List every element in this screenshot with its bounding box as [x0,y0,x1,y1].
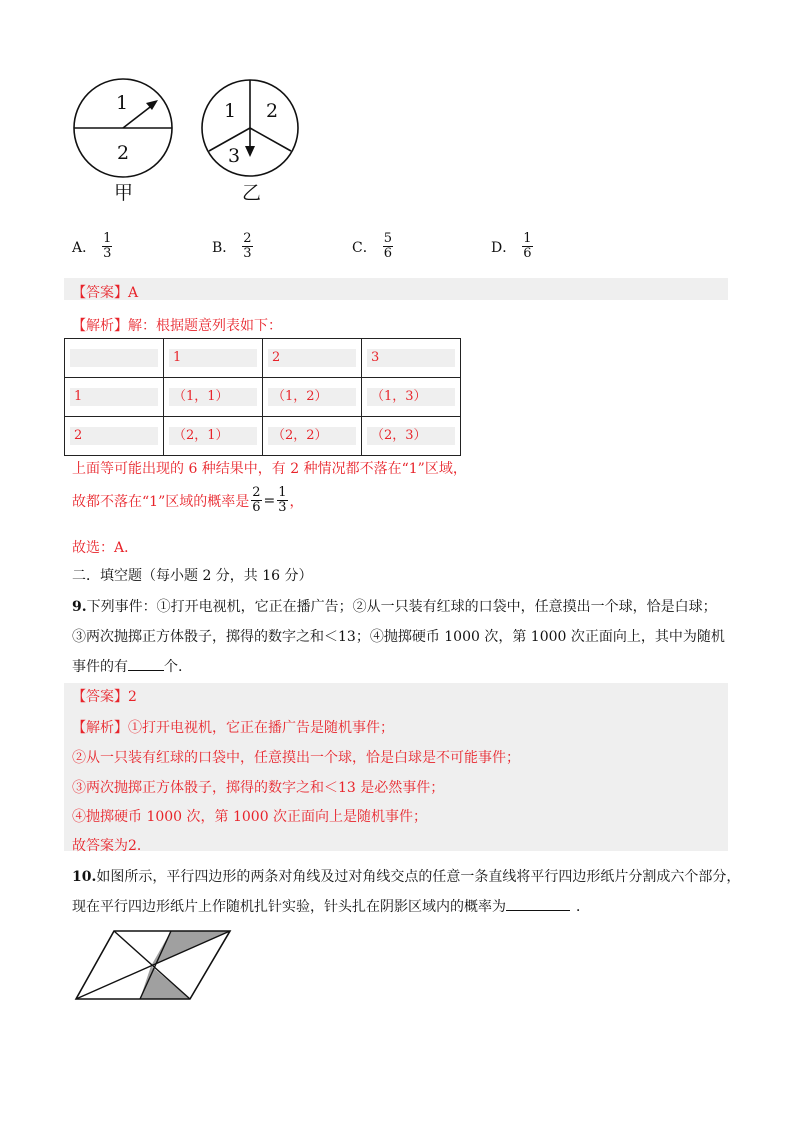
option-a-fraction [102,232,112,261]
option-b [212,232,253,261]
q9-line1 [72,596,717,616]
option-d-letter: D． [491,239,517,256]
q9-analysis-2: ②从一只装有红球的口袋中，任意摸出一个球，恰是白球是不可能事件； [72,750,520,766]
table-cell [263,339,362,378]
q9-analysis-1: 【解析】①打开电视机，它正在播广告是随机事件； [72,720,394,736]
q8-analysis [72,315,282,335]
table-cell-text: （1，2） [268,388,356,406]
q8-answer-band [64,278,728,300]
table-cell [362,339,461,378]
spinner-b-label: 乙 [242,182,262,204]
q9-number: 9. [72,599,87,615]
option-c-den: 6 [383,246,392,261]
q9-line2: ③两次抛掷正方体骰子，掷得的数字之和＜13；④抛掷硬币 1000 次，第 1000 次正面向上，其中为随机 [72,629,725,645]
spinner-a-section-2: 2 [117,142,130,164]
q10-line2 [72,896,590,916]
table-cell [164,339,263,378]
q9-line1-text: 下列事件：①打开电视机，它正在播广告；②从一只装有红球的口袋中，任意摸出一个球，恰是白球； [86,599,717,615]
table-cell [362,417,461,456]
table-cell [362,378,461,417]
table-cell-text: （2，2） [268,427,356,445]
table-row [65,417,461,456]
table-cell-text: 1 [169,349,257,367]
option-b-letter: B． [212,239,237,256]
option-d [491,232,533,261]
option-a-num: 1 [103,231,112,246]
q8-explanation-line1: 上面等可能出现的 6 种结果中，有 2 种情况都不落在“1”区域， [72,461,467,477]
spinner-a-section-1: 1 [116,92,129,114]
spinner-b-section-1: 1 [224,100,237,122]
option-a [72,232,112,261]
spinner-a-label: 甲 [114,182,134,204]
table-cell [263,378,362,417]
table-row [65,339,461,378]
table-cell-text [70,349,158,367]
outcome-table [64,338,461,456]
table-cell-text: （1，3） [367,388,455,406]
table-cell-text: 2 [70,427,158,445]
table-cell [164,417,263,456]
q8-equals: = [263,492,276,509]
q8-fraction-2 [277,486,287,515]
q8-f1-num: 2 [252,485,261,500]
option-d-num: 1 [523,231,532,246]
option-d-fraction [522,232,532,261]
q8-analysis-label: 【解析】 [72,318,128,334]
option-b-den: 3 [243,246,252,261]
parallelogram-figure [74,928,236,1002]
q8-explanation-line2 [72,486,304,515]
table-cell-text: 2 [268,349,356,367]
q10-number: 10. [72,869,97,885]
table-cell-text: （2，1） [169,427,257,445]
section-2-title: 二．填空题（每小题 2 分，共 16 分） [72,568,313,584]
q10-line2-suffix: ． [576,899,590,915]
table-cell-text: 1 [70,388,158,406]
q9-line3 [72,656,182,676]
option-c [352,232,393,261]
q8-f2-den: 3 [278,500,287,515]
q8-line2-suffix: ， [289,493,304,510]
table-cell [65,417,164,456]
spinner-b-section-3: 3 [228,145,241,167]
table-cell-text: （2，3） [367,427,455,445]
option-a-letter: A． [72,239,97,256]
q9-answer: 【答案】2 [72,689,137,705]
table-cell-text: 3 [367,349,455,367]
option-b-num: 2 [243,231,252,246]
option-c-fraction [383,232,393,261]
table-cell [65,339,164,378]
q9-analysis-4: ④抛掷硬币 1000 次，第 1000 次正面向上是随机事件； [72,809,428,825]
q9-analysis-3: ③两次抛掷正方体骰子，掷得的数字之和＜13 是必然事件； [72,780,445,796]
table-row [65,378,461,417]
spinner-b-section-2: 2 [266,100,279,122]
q9-answer-blank [128,670,164,671]
q8-f2-num: 1 [278,485,287,500]
q10-line1 [72,866,740,886]
q8-f1-den: 6 [252,500,261,515]
q8-line2-prefix: 故都不落在“1”区域的概率是 [72,493,250,510]
spinner-b [202,80,298,176]
option-b-fraction [242,232,252,261]
q8-choice: 故选：A． [72,540,139,556]
table-cell [263,417,362,456]
q8-answer: 【答案】A [72,285,139,301]
q10-line1-text: 如图所示，平行四边形的两条对角线及过对角线交点的任意一条直线将平行四边形纸片分割成六个部分， [96,869,741,885]
option-c-letter: C． [352,239,377,256]
option-d-den: 6 [523,246,532,261]
table-cell-text: （1，1） [169,388,257,406]
q9-analysis-5: 故答案为2． [72,838,151,854]
table-cell [164,378,263,417]
spinner-figure [66,78,306,208]
option-c-num: 5 [383,231,392,246]
q8-analysis-text: 解：根据题意列表如下： [128,318,282,334]
q10-line2-prefix: 现在平行四边形纸片上作随机扎针实验，针头扎在阴影区域内的概率为 [72,899,506,915]
q10-answer-blank [506,910,570,911]
q8-fraction-1 [251,486,261,515]
option-a-den: 3 [103,246,112,261]
q9-line3-prefix: 事件的有 [72,659,128,675]
table-cell [65,378,164,417]
q9-line3-suffix: 个. [164,659,183,675]
